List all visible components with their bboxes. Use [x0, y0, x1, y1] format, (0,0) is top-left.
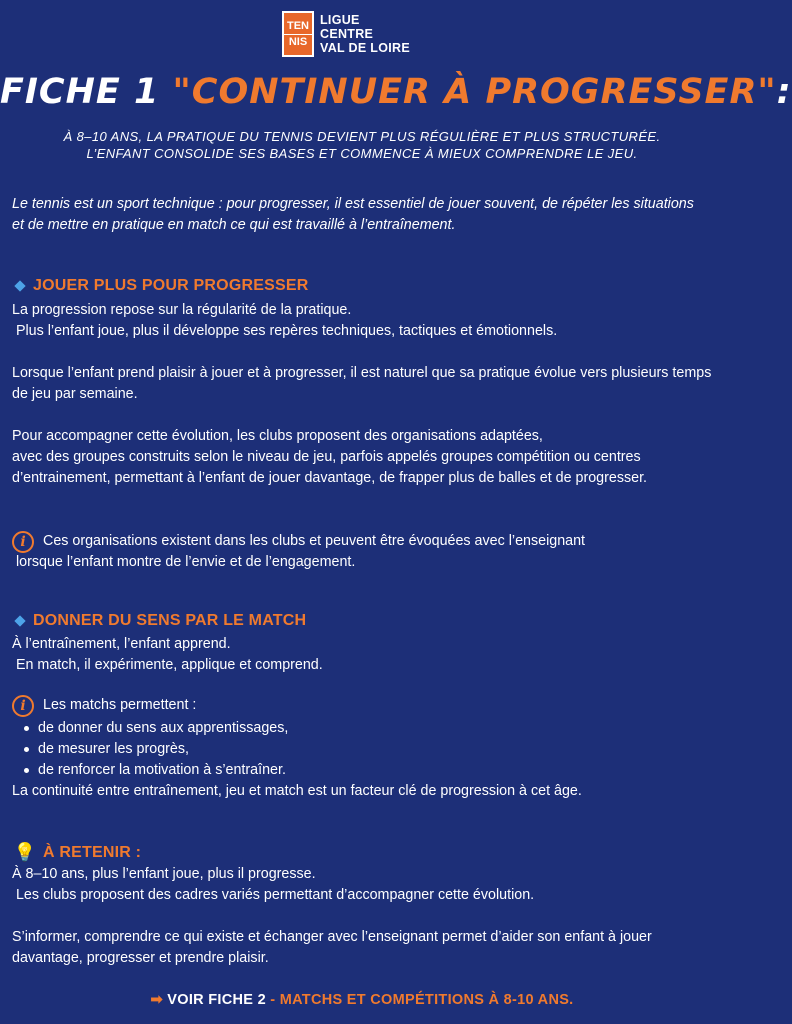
logo-mark-bottom: NIS	[288, 35, 308, 48]
section1-p3-line1: Pour accompagner cette évolution, les clubs proposent des organisations adaptées,	[12, 428, 543, 444]
arrow-right-icon: ➡	[150, 992, 163, 1008]
ligue-logo	[282, 11, 410, 57]
footer-link[interactable]	[0, 992, 724, 1008]
title-highlight: "CONTINUER À PROGRESSER"	[172, 72, 777, 112]
page-subtitle	[20, 128, 704, 162]
section1-title: JOUER PLUS POUR PROGRESSER	[33, 277, 309, 294]
section2-bullet-list	[12, 718, 702, 781]
footer-separator: -	[265, 992, 280, 1008]
diamond-icon	[14, 615, 25, 626]
subtitle-line2: L’ENFANT CONSOLIDE SES BASES ET COMMENCE À MIEUX COMPRENDRE LE JEU.	[86, 146, 638, 161]
section2-info	[12, 695, 712, 716]
section1-p1-line1: La progression repose sur la régularité de la pratique.	[12, 302, 352, 318]
section2-heading	[12, 612, 306, 630]
diamond-icon	[14, 280, 25, 291]
info-icon: i	[12, 695, 34, 717]
section3-paragraph2: S’informer, comprendre ce qui existe et échanger avec l’enseignant permet d’aider son enfant à jouer davantage, progresser et prendre plaisir.	[12, 929, 652, 966]
section1-info	[12, 531, 712, 573]
section1-paragraph3	[12, 426, 712, 489]
section3-heading	[12, 842, 141, 863]
logo-text-line2: CENTRE	[320, 27, 374, 41]
logo-text	[320, 13, 410, 55]
title-prefix: FICHE 1	[0, 72, 173, 112]
lightbulb-icon: 💡	[13, 842, 37, 862]
footer-orange-text: MATCHS ET COMPÉTITIONS À 8-10 ANS.	[279, 992, 574, 1008]
section1-info-line2: lorsque l’enfant montre de l’envie et de l’engagement.	[12, 554, 356, 570]
section2-conclusion: La continuité entre entraînement, jeu et match est un facteur clé de progression à cet âge.	[12, 783, 582, 799]
section2-info-text: Les matchs permettent :	[43, 697, 197, 713]
page-title	[0, 70, 792, 114]
logo-mark-top: TEN	[287, 19, 309, 32]
section3-title: À RETENIR :	[43, 843, 142, 861]
logo-text-line1: LIGUE	[320, 13, 360, 27]
list-item: de renforcer la motivation à s’entraîner.	[12, 760, 702, 781]
section2-p1-line1: À l’entraînement, l’enfant apprend.	[12, 636, 231, 652]
section2-paragraph1	[12, 634, 712, 676]
logo-text-line3: VAL DE LOIRE	[320, 41, 410, 55]
intro-paragraph: Le tennis est un sport technique : pour progresser, il est essentiel de jouer souvent, de répéter les situations et de mettre en pratique en match ce qui est travaillé à l’entraînement.	[12, 196, 694, 233]
section1-paragraph1	[12, 300, 712, 342]
title-suffix: :	[776, 72, 792, 112]
section2-p1-line2: En match, il expérimente, applique et comprend.	[12, 657, 323, 673]
section1-p3-line2: avec des groupes construits selon le niveau de jeu, parfois appelés groupes compétition ou centres d’entrainement, permettant à l’enfant de jouer davantage, de frapper plus de balles et de progresser.	[12, 449, 648, 486]
section1-info-line1: Ces organisations existent dans les clubs et peuvent être évoquées avec l’enseignant	[43, 533, 586, 549]
section3-p1-line1: À 8–10 ans, plus l’enfant joue, plus il progresse.	[12, 866, 316, 882]
tennis-logo-mark	[282, 11, 314, 57]
info-icon: i	[12, 531, 34, 553]
list-item: de mesurer les progrès,	[12, 739, 702, 760]
subtitle-line1: À 8–10 ANS, LA PRATIQUE DU TENNIS DEVIENT PLUS RÉGULIÈRE ET PLUS STRUCTURÉE.	[63, 129, 661, 144]
section3-p1-line2: Les clubs proposent des cadres variés permettant d’accompagner cette évolution.	[12, 887, 535, 903]
section2-title: DONNER DU SENS PAR LE MATCH	[33, 612, 307, 629]
footer-white-text: VOIR FICHE 2	[167, 992, 266, 1008]
section1-p1-line2: Plus l’enfant joue, plus il développe ses repères techniques, tactiques et émotionnels.	[12, 323, 558, 339]
section1-heading	[12, 277, 308, 295]
list-item: de donner du sens aux apprentissages,	[12, 718, 702, 739]
section1-paragraph2: Lorsque l’enfant prend plaisir à jouer et à progresser, il est naturel que sa pratique évolue vers plusieurs temps de jeu par semaine.	[12, 365, 712, 402]
section3-paragraph1	[12, 864, 712, 906]
